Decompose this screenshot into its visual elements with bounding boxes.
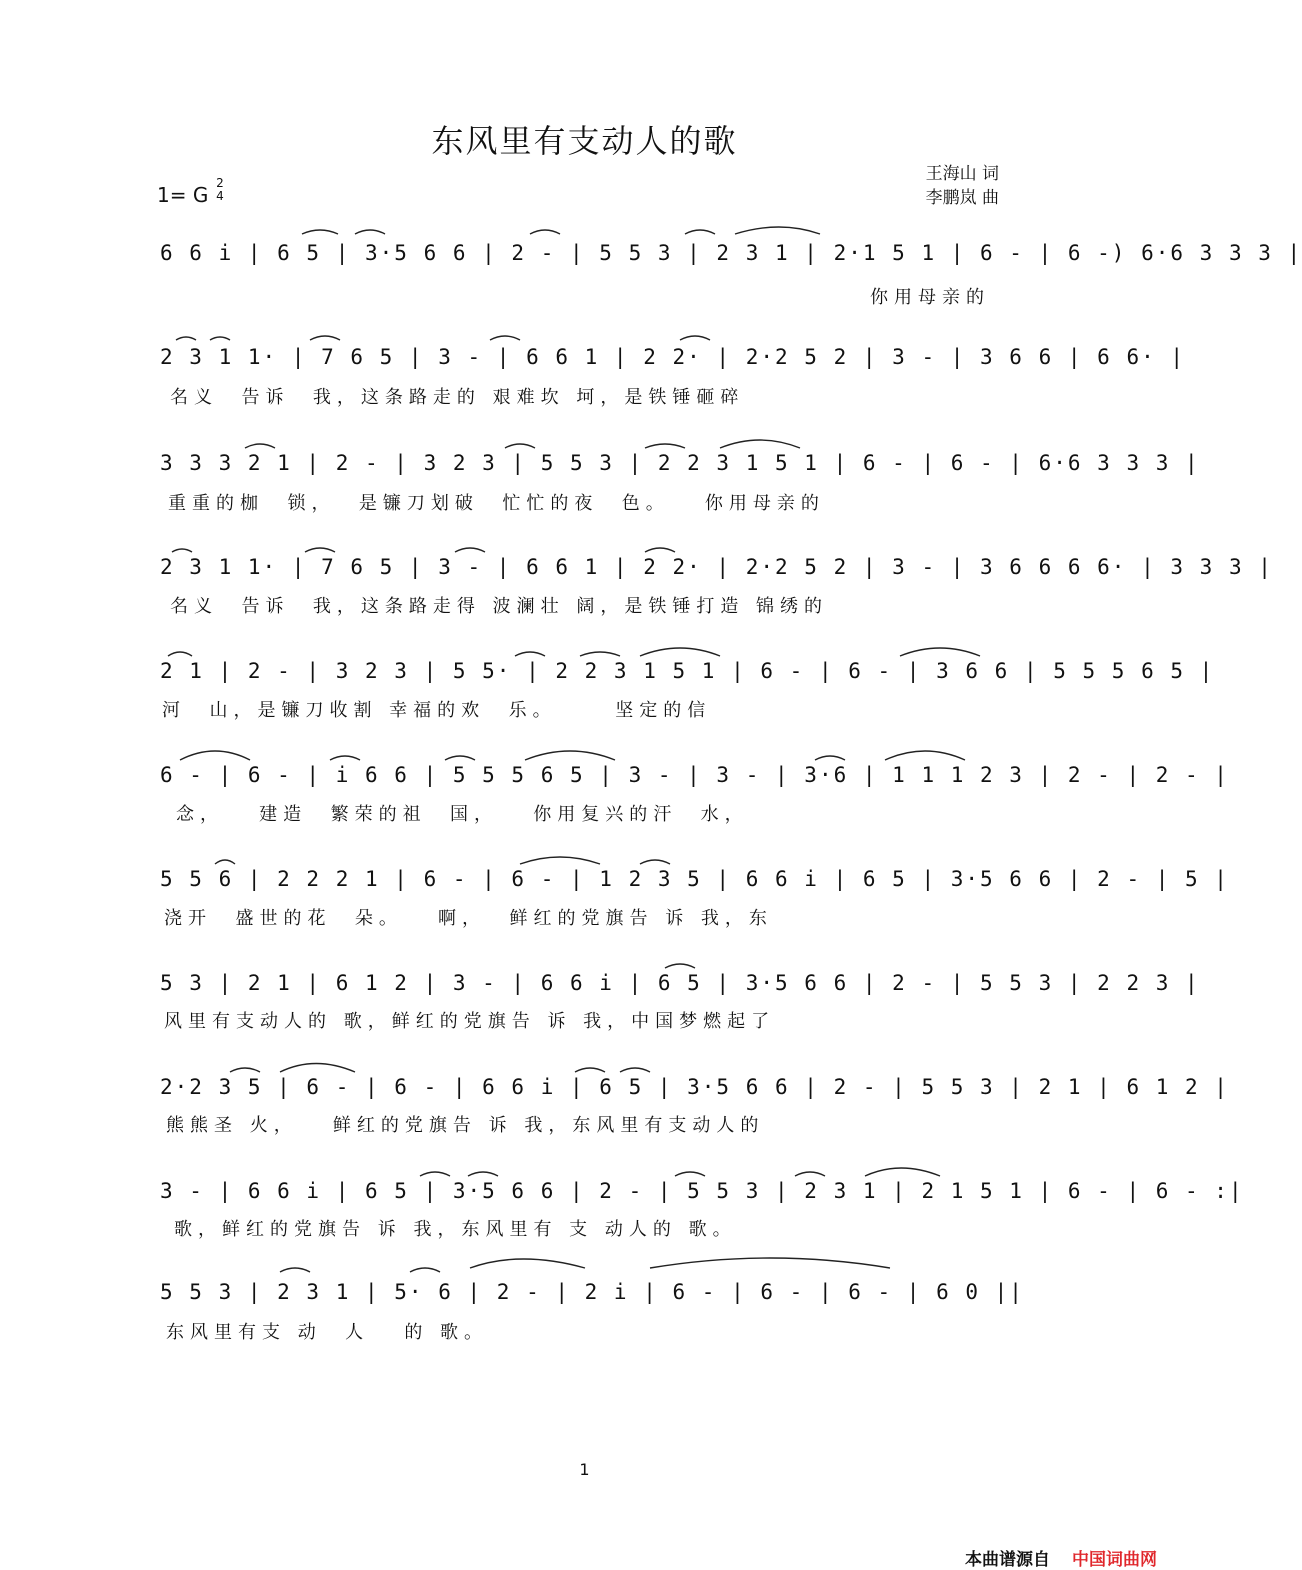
lyric-line: 重重的枷 锁， 是镰刀划破 忙忙的夜 色。 你用母亲的: [168, 493, 825, 514]
footer: [965, 1545, 1157, 1570]
composer: 李鹏岚 曲: [925, 188, 999, 208]
lyric-line: 熊熊圣 火， 鲜红的党旗告 诉 我，东风里有支动人的: [166, 1115, 765, 1136]
notation-line: 2 1 | 2 - | 3 2 3 | 5 5· | 2 2 3 1 5 1 | 6 - | 6 - | 3 6 6 | 5 5 5 6 5 |: [160, 659, 1215, 683]
notation-line: 5 5 6 | 2 2 2 1 | 6 - | 6 - | 1 2 3 5 | 6 6 i | 6 5 | 3·5 6 6 | 2 - | 5 |: [160, 867, 1229, 891]
notation-line: 2 3 1 1· | 7 6 5 | 3 - | 6 6 1 | 2 2· | 2·2 5 2 | 3 - | 3 6 6 | 6 6· |: [160, 345, 1186, 369]
lyric-line: 风里有支动人的 歌，鲜红的党旗告 诉 我，中国梦燃起了: [164, 1011, 776, 1032]
lyric-line: 名义 告诉 我，这条路走的 艰难坎 坷，是铁锤砸碎: [170, 387, 745, 408]
time-sig-top: 2: [216, 176, 224, 190]
notation-line: 2·2 3 5 | 6 - | 6 - | 6 6 i | 6 5 | 3·5 6 6 | 2 - | 5 5 3 | 2 1 | 6 1 2 |: [160, 1075, 1229, 1099]
notation-line: 6 6 i | 6 5 | 3·5 6 6 | 2 - | 5 5 3 | 2 3 1 | 2·1 5 1 | 6 - | 6 -) 6·6 3 3 3 |: [160, 241, 1302, 265]
lyric-line: 东风里有支 动 人 的 歌。: [166, 1322, 489, 1343]
notation-line: 3 - | 6 6 i | 6 5 | 3·5 6 6 | 2 - | 5 5 3 | 2 3 1 | 2 1 5 1 | 6 - | 6 - :|: [160, 1179, 1244, 1203]
lyric-line: 歌，鲜红的党旗告 诉 我，东风里有 支 动人的 歌。: [174, 1219, 737, 1240]
time-sig-bottom: 4: [216, 189, 224, 203]
key-signature: 1= G: [157, 183, 209, 207]
notation-line: 6 - | 6 - | i 6 6 | 5 5 5 6 5 | 3 - | 3 - | 3·6 | 1 1 1 2 3 | 2 - | 2 - |: [160, 763, 1229, 787]
lyric-line: 名义 告诉 我，这条路走得 波澜壮 阔，是铁锤打造 锦绣的: [170, 596, 829, 617]
footer-source-label: 本曲谱源自: [965, 1550, 1050, 1570]
song-title: 东风里有支动人的歌: [431, 122, 738, 160]
notation-line: 3 3 3 2 1 | 2 - | 3 2 3 | 5 5 3 | 2 2 3 1 5 1 | 6 - | 6 - | 6·6 3 3 3 |: [160, 451, 1200, 475]
lyric-line: 念， 建造 繁荣的祖 国， 你用复兴的汗 水，: [176, 804, 749, 825]
lyricist: 王海山 词: [925, 164, 999, 184]
notation-line: 5 5 3 | 2 3 1 | 5· 6 | 2 - | 2 i | 6 - | 6 - | 6 - | 6 0 ||: [160, 1280, 1024, 1304]
footer-site-link[interactable]: 中国词曲网: [1072, 1550, 1157, 1570]
lyric-line: 你用母亲的: [870, 287, 990, 308]
lyric-line: 河 山，是镰刀收割 幸福的欢 乐。 坚定的信: [162, 700, 712, 721]
page-number: 1: [579, 1460, 590, 1479]
notation-line: 5 3 | 2 1 | 6 1 2 | 3 - | 6 6 i | 6 5 | 3·5 6 6 | 2 - | 5 5 3 | 2 2 3 |: [160, 971, 1200, 995]
lyric-line: 浇开 盛世的花 朵。 啊， 鲜红的党旗告 诉 我，东: [164, 908, 773, 929]
notation-line: 2 3 1 1· | 7 6 5 | 3 - | 6 6 1 | 2 2· | 2·2 5 2 | 3 - | 3 6 6 6 6· | 3 3 3 |: [160, 555, 1273, 579]
